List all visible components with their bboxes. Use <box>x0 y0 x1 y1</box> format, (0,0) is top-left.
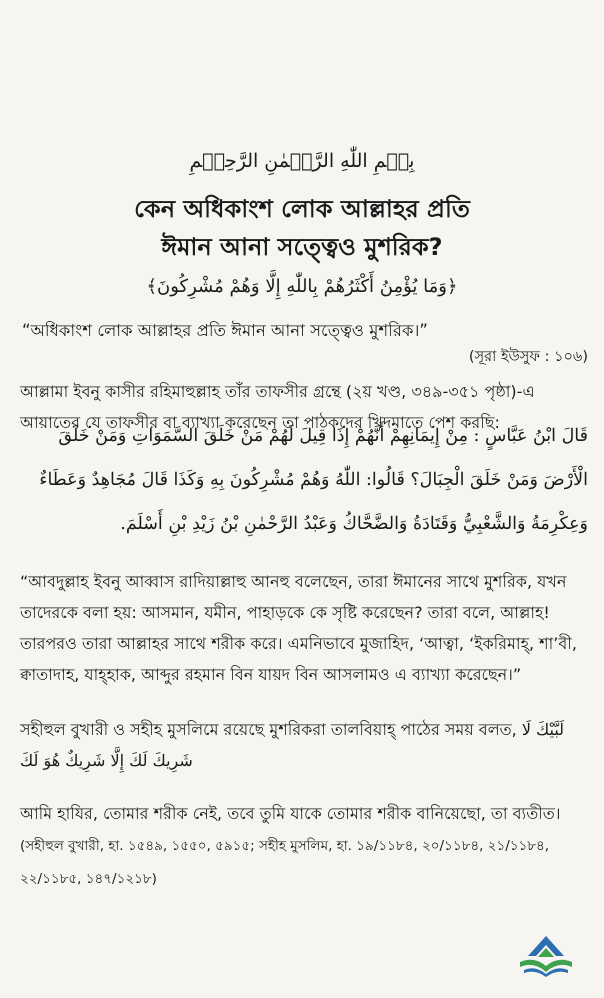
quran-ayah: ﴿وَمَا يُؤْمِنُ أَكْثَرُهُمْ بِاللّٰهِ إِلَّا وَهُمْ مُشْرِكُونَ﴾ <box>146 276 458 297</box>
chapter-title <box>0 190 604 266</box>
hadith-reference: (সহীহুল বুখারী, হা. ১৫৪৯, ১৫৫০, ৫৯১৫; সহীহ মুসলিম, হা. ১৯/১১৮৪, ২০/১১৮৪, ২১/১১৮৪, ২২/১১৮৫, ১৪৭/১২১৮) <box>20 838 550 887</box>
paragraph-translation: “আবদুল্লাহ ইবনু আব্বাস রাদিয়াল্লাহু আনহু বলেছেন, তারা ঈমানের সাথে মুশরিক, যখন তাদেরকে বলা হয়: আসমান, যমীন, পাহাড়কে কে সৃষ্টি করেছেন? তারা বলে, আল্লাহ! তারপরও তারা আল্লাহর সাথে শরীক করে। এমনিভাবে মুজাহিদ, ‘আত্বা, ‘ইকরিমাহ্, শা’বী, ক্বাতাদাহ, যাহ্হাক, আব্দুর রহমান বিন যায়দ বিন আসলামও এ ব্যাখ্যা করেছেন।” <box>20 572 577 684</box>
title-line-1: কেন অধিকাংশ লোক আল্লাহর প্রতি <box>134 195 470 223</box>
publisher-logo-icon <box>516 934 576 978</box>
paragraph-intro: আল্লামা ইবনু কাসীর রহিমাহুল্লাহ তাঁর তাফসীর গ্রন্থে (২য় খণ্ড, ৩৪৯-৩৫১ পৃষ্ঠা)-এ আয়াতের যে তাফসীর বা ব্যাখ্যা করেছেন তা পাঠকদের খিদমাতে পেশ করছি: <box>20 382 535 432</box>
arabic-tafsir: قَالَ ابْنُ عَبَّاسٍ : مِنْ إِيمَانِهِمْ أَنَّهُمْ إِذَا قِيلَ لَهُمْ مَنْ خَلَقَ السَّمَوَاتِ وَمَنْ خَلَقَ الْأَرْضَ وَمَنْ خَلَقَ الْجِبَالَ؟ قَالُوا: اللّٰهُ وَهُمْ مُشْرِكُونَ بِهِ وَكَذَا قَالَ مُجَاهِدٌ وَعَطَاءٌ وَعِكْرِمَةُ وَالشَّعْبِيُّ وَقَتَادَةُ وَالضَّحَّاكُ وَعَبْدُ الرَّحْمٰنِ بْنُ زَيْدِ بْنِ أَسْلَمَ. <box>39 426 588 534</box>
ayah-reference: (সূরা ইউসুফ : ১০৬) <box>468 349 588 365</box>
meaning-text: আমি হাযির, তোমার শরীক নেই, তবে তুমি যাকে তোমার শরীক বানিয়েছো, তা ব্যতীত। <box>20 804 561 823</box>
title-line-2: ঈমান আনা সত্ত্বেও মুশরিক? <box>161 233 443 261</box>
ayah-translation: “অধিকাংশ লোক আল্লাহর প্রতি ঈমান আনা সত্ত্বেও মুশরিক।” <box>22 321 428 340</box>
paragraph-meaning <box>20 798 588 895</box>
paragraph-talbiyah <box>20 714 588 776</box>
basmala: بِسۡمِ اللّٰهِ الرَّحۡمٰنِ الرَّحِیۡمِ <box>189 150 415 172</box>
talbiyah-arabic: لَبَّيْكَ لَا شَرِيكَ لَكَ إِلَّا شَرِيكٌ هُوَ لَكَ <box>20 720 565 770</box>
talbiyah-intro: সহীহুল বুখারী ও সহীহ মুসলিমে রয়েছে মুশরিকরা তালবিয়াহ্ পাঠের সময় বলত, <box>20 720 517 739</box>
